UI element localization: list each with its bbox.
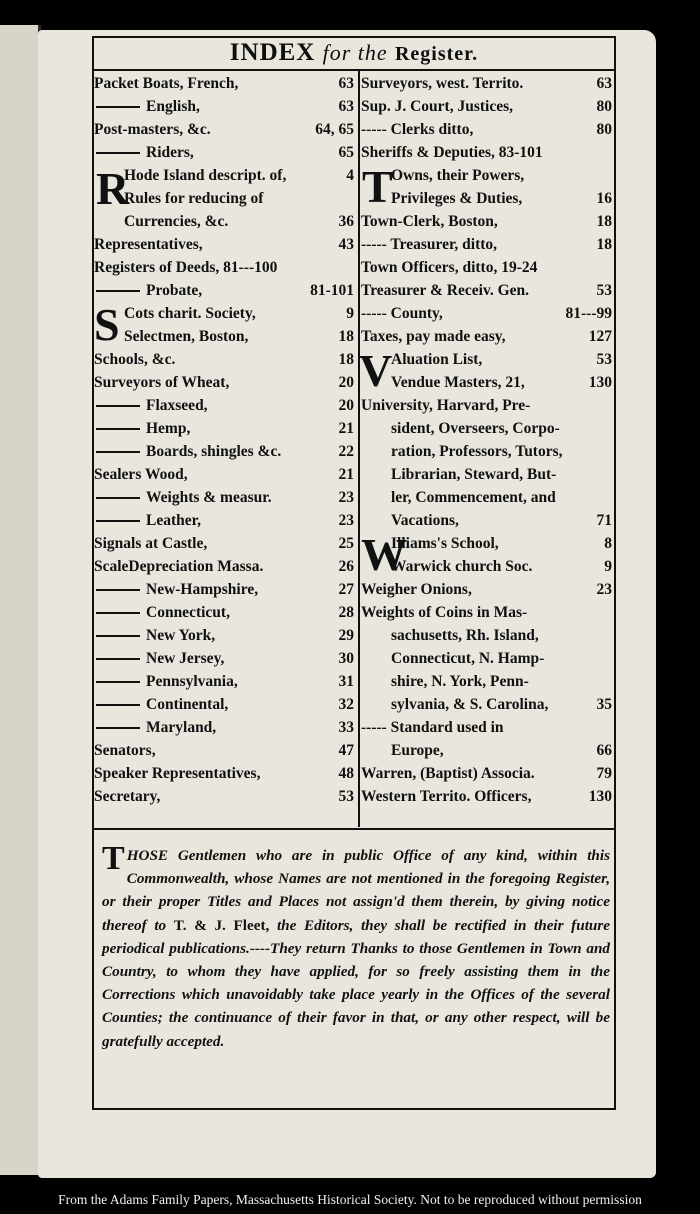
index-entry <box>94 394 356 417</box>
entry-page: 81---99 <box>565 305 612 322</box>
index-entry <box>361 325 614 348</box>
entry-text: Flaxseed, <box>146 397 208 414</box>
entry-text: sylvania, & S. Carolina, <box>391 696 549 713</box>
index-entry <box>361 624 614 647</box>
entry-page: 63 <box>338 98 354 115</box>
entry-text: Weigher Onions, <box>361 581 472 598</box>
entry-text: Registers of Deeds, 81---100 <box>94 259 278 276</box>
entry-page: 28 <box>338 604 354 621</box>
index-entry <box>361 233 614 256</box>
entry-page: 35 <box>596 696 612 713</box>
entry-page: 80 <box>596 98 612 115</box>
title-end: Register. <box>394 43 479 65</box>
index-entry <box>361 187 614 210</box>
entry-text: Signals at Castle, <box>94 535 208 552</box>
index-entry <box>94 95 356 118</box>
entry-page: 53 <box>338 788 354 805</box>
entry-page: 81-101 <box>310 282 354 299</box>
entry-text: Continental, <box>146 696 229 713</box>
entry-text: Riders, <box>146 144 194 161</box>
index-frame <box>92 36 616 1110</box>
ditto-dash <box>96 497 140 499</box>
entry-text: Surveyors, west. Territo. <box>361 75 524 92</box>
entry-text: Warren, (Baptist) Associa. <box>361 765 535 782</box>
index-entry <box>94 325 356 348</box>
entry-text: Treasurer & Receiv. Gen. <box>361 282 530 299</box>
entry-page: 79 <box>596 765 612 782</box>
index-entry <box>361 417 614 440</box>
entry-page: 26 <box>338 558 354 575</box>
bottom-rule <box>94 828 614 830</box>
entry-text: University, Harvard, Pre- <box>361 397 531 414</box>
entry-text: ----- County, <box>361 305 443 322</box>
entry-text: Aluation List, <box>391 351 483 368</box>
entry-page: 53 <box>596 351 612 368</box>
entry-page: 18 <box>338 328 354 345</box>
index-entry <box>94 164 356 187</box>
entry-text: Connecticut, <box>146 604 230 621</box>
entry-page: 32 <box>338 696 354 713</box>
ditto-dash <box>96 704 140 706</box>
entry-page: 21 <box>338 466 354 483</box>
entry-page: 9 <box>346 305 354 322</box>
index-entry <box>361 647 614 670</box>
entry-text: Post-masters, &c. <box>94 121 211 138</box>
entry-text: Boards, shingles &c. <box>146 443 282 460</box>
column-divider <box>358 71 360 827</box>
title-mid: for the <box>322 40 388 65</box>
index-entry <box>94 739 356 762</box>
entry-page: 65 <box>338 144 354 161</box>
entry-page: 30 <box>338 650 354 667</box>
entry-page: 25 <box>338 535 354 552</box>
entry-text: New York, <box>146 627 216 644</box>
entry-text: Owns, their Powers, <box>391 167 525 184</box>
index-entry <box>94 785 356 808</box>
entry-text: Illiams's School, <box>391 535 499 552</box>
index-entry <box>94 256 356 279</box>
index-entry <box>94 118 356 141</box>
entry-page: 18 <box>596 236 612 253</box>
index-entry <box>94 762 356 785</box>
entry-text: Privileges & Duties, <box>391 190 523 207</box>
entry-page: 21 <box>338 420 354 437</box>
index-entry <box>94 302 356 325</box>
entry-text: Vacations, <box>391 512 459 529</box>
index-entry <box>361 739 614 762</box>
ditto-dash <box>96 428 140 430</box>
entry-page: 9 <box>604 558 612 575</box>
index-entry <box>361 463 614 486</box>
entry-text: Representatives, <box>94 236 203 253</box>
entry-text: Sup. J. Court, Justices, <box>361 98 514 115</box>
index-entry <box>94 601 356 624</box>
entry-page: 18 <box>596 213 612 230</box>
entry-text: Surveyors of Wheat, <box>94 374 230 391</box>
index-entry <box>94 693 356 716</box>
index-entry <box>94 647 356 670</box>
entry-text: Hode Island descript. of, <box>124 167 287 184</box>
entry-page: 23 <box>338 512 354 529</box>
entry-page: 18 <box>338 351 354 368</box>
entry-page: 31 <box>338 673 354 690</box>
entry-text: New Jersey, <box>146 650 225 667</box>
ditto-dash <box>96 106 140 108</box>
index-entry <box>361 785 614 808</box>
entry-text: Connecticut, N. Hamp- <box>391 650 545 667</box>
index-title <box>94 38 614 66</box>
entry-page: 64, 65 <box>315 121 354 138</box>
ditto-dash <box>96 520 140 522</box>
index-entry <box>94 509 356 532</box>
entry-page: 47 <box>338 742 354 759</box>
ditto-dash <box>96 727 140 729</box>
entry-text: English, <box>146 98 200 115</box>
entry-page: 33 <box>338 719 354 736</box>
entry-text: shire, N. York, Penn- <box>391 673 529 690</box>
entry-page: 16 <box>596 190 612 207</box>
entry-text: Vendue Masters, 21, <box>391 374 525 391</box>
index-entry <box>94 348 356 371</box>
index-entry <box>94 440 356 463</box>
entry-text: Sealers Wood, <box>94 466 188 483</box>
entry-page: 130 <box>588 374 612 391</box>
entry-text: Town-Clerk, Boston, <box>361 213 498 230</box>
entry-page: 4 <box>346 167 354 184</box>
entry-text: Weights of Coins in Mas- <box>361 604 528 621</box>
entry-page: 36 <box>338 213 354 230</box>
index-entry <box>94 624 356 647</box>
entry-page: 22 <box>338 443 354 460</box>
index-entry <box>361 486 614 509</box>
index-entry <box>94 371 356 394</box>
entry-text: Speaker Representatives, <box>94 765 261 782</box>
entry-page: 80 <box>596 121 612 138</box>
index-entry <box>361 440 614 463</box>
entry-text: New-Hampshire, <box>146 581 259 598</box>
entry-page: 27 <box>338 581 354 598</box>
entry-text: ----- Standard used in <box>361 719 504 736</box>
entry-text: ration, Professors, Tutors, <box>391 443 563 460</box>
archive-credit: From the Adams Family Papers, Massachusetts Historical Society. Not to be reproduced without permission <box>58 1192 642 1207</box>
editors-notice <box>102 840 611 1053</box>
index-entry <box>94 555 356 578</box>
ditto-dash <box>96 589 140 591</box>
entry-text: ler, Commencement, and <box>391 489 556 506</box>
index-entry <box>361 210 614 233</box>
entry-page: 71 <box>596 512 612 529</box>
entry-text: Currencies, &c. <box>124 213 229 230</box>
index-entry <box>361 256 614 279</box>
notice-part-1: HOSE Gentlemen who are in public Office of any kind, within this Commonwealth, whose Names are not mentioned in the foregoing Register, or their proper Titles and Places not assign'd them therein, by giving notice thereof to <box>102 847 610 934</box>
entry-text: Cots charit. Society, <box>124 305 256 322</box>
entry-page: 130 <box>588 788 612 805</box>
entry-page: 63 <box>596 75 612 92</box>
ditto-dash <box>96 405 140 407</box>
index-entry <box>361 394 614 417</box>
entry-page: 127 <box>588 328 612 345</box>
index-entry <box>94 210 356 233</box>
initial-t: T <box>362 161 393 212</box>
ditto-dash <box>96 612 140 614</box>
ditto-dash <box>96 681 140 683</box>
index-entry <box>94 141 356 164</box>
entry-page: 23 <box>338 489 354 506</box>
entry-text: Sheriffs & Deputies, 83-101 <box>361 144 543 161</box>
entry-page: 63 <box>338 75 354 92</box>
notice-drop-cap: T <box>102 840 125 877</box>
ditto-dash <box>96 290 140 292</box>
entry-page: 20 <box>338 397 354 414</box>
entry-text: Leather, <box>146 512 201 529</box>
index-entry <box>361 601 614 624</box>
entry-page: 8 <box>604 535 612 552</box>
ditto-dash <box>96 451 140 453</box>
index-entry <box>361 348 614 371</box>
entry-text: Warwick church Soc. <box>391 558 533 575</box>
entry-text: sachusetts, Rh. Island, <box>391 627 539 644</box>
index-entry <box>361 72 614 95</box>
index-entry <box>361 670 614 693</box>
entry-text: Town Officers, ditto, 19-24 <box>361 259 538 276</box>
entry-text: Western Territo. Officers, <box>361 788 532 805</box>
notice-part-2: the Editors, they shall be rectified in their future periodical publications.----They return Thanks to those Gentlemen in Town and Country, to whom they have applied, for so freely assisting them in the Corrections which unavoidably take place yearly in the Offices of the several Counties; the continuance of their favor in that, or any other respect, will be gratefully accepted. <box>102 916 611 1050</box>
entry-page: 43 <box>338 236 354 253</box>
entry-text: Hemp, <box>146 420 191 437</box>
index-entry <box>94 716 356 739</box>
entry-text: ----- Treasurer, ditto, <box>361 236 498 253</box>
index-entry <box>94 279 356 302</box>
entry-text: sident, Overseers, Corpo- <box>391 420 560 437</box>
index-entry <box>361 141 614 164</box>
index-entry <box>94 486 356 509</box>
initial-r: R <box>96 163 130 214</box>
title-rule <box>94 69 614 71</box>
index-entry <box>361 578 614 601</box>
entry-text: ----- Clerks ditto, <box>361 121 474 138</box>
index-entry <box>361 693 614 716</box>
initial-v: V <box>359 345 393 396</box>
entry-text: Senators, <box>94 742 156 759</box>
index-entry <box>361 716 614 739</box>
index-entry <box>94 532 356 555</box>
entry-text: ScaleDepreciation Massa. <box>94 558 264 575</box>
index-entry <box>94 463 356 486</box>
entry-text: Rules for reducing of <box>124 190 264 207</box>
ditto-dash <box>96 152 140 154</box>
facing-page-edge <box>0 25 41 1175</box>
entry-text: Schools, &c. <box>94 351 176 368</box>
entry-text: Europe, <box>391 742 444 759</box>
title-main: INDEX <box>229 39 316 66</box>
entry-text: Secretary, <box>94 788 161 805</box>
ditto-dash <box>96 635 140 637</box>
notice-editors: T. & J. Fleet, <box>173 916 270 934</box>
index-entry <box>94 578 356 601</box>
entry-page: 48 <box>338 765 354 782</box>
index-entry <box>361 118 614 141</box>
entry-page: 29 <box>338 627 354 644</box>
entry-page: 20 <box>338 374 354 391</box>
right-index-column <box>361 72 614 808</box>
index-entry <box>361 279 614 302</box>
index-entry <box>361 164 614 187</box>
entry-text: Librarian, Steward, But- <box>391 466 557 483</box>
index-entry <box>361 302 614 325</box>
index-entry <box>94 417 356 440</box>
ditto-dash <box>96 658 140 660</box>
entry-text: Weights & measur. <box>146 489 272 506</box>
entry-text: Packet Boats, French, <box>94 75 239 92</box>
entry-text: Selectmen, Boston, <box>124 328 249 345</box>
entry-text: Taxes, pay made easy, <box>361 328 506 345</box>
initial-w: W <box>361 529 407 580</box>
index-entry <box>361 371 614 394</box>
entry-text: Probate, <box>146 282 203 299</box>
entry-page: 53 <box>596 282 612 299</box>
entry-page: 23 <box>596 581 612 598</box>
entry-page: 66 <box>596 742 612 759</box>
index-entry <box>94 72 356 95</box>
left-index-column <box>94 72 356 808</box>
initial-s: S <box>94 299 120 350</box>
entry-text: Pennsylvania, <box>146 673 238 690</box>
index-entry <box>361 95 614 118</box>
entry-text: Maryland, <box>146 719 217 736</box>
index-entry <box>94 233 356 256</box>
index-entry <box>94 670 356 693</box>
index-entry <box>361 762 614 785</box>
index-entry <box>94 187 356 210</box>
